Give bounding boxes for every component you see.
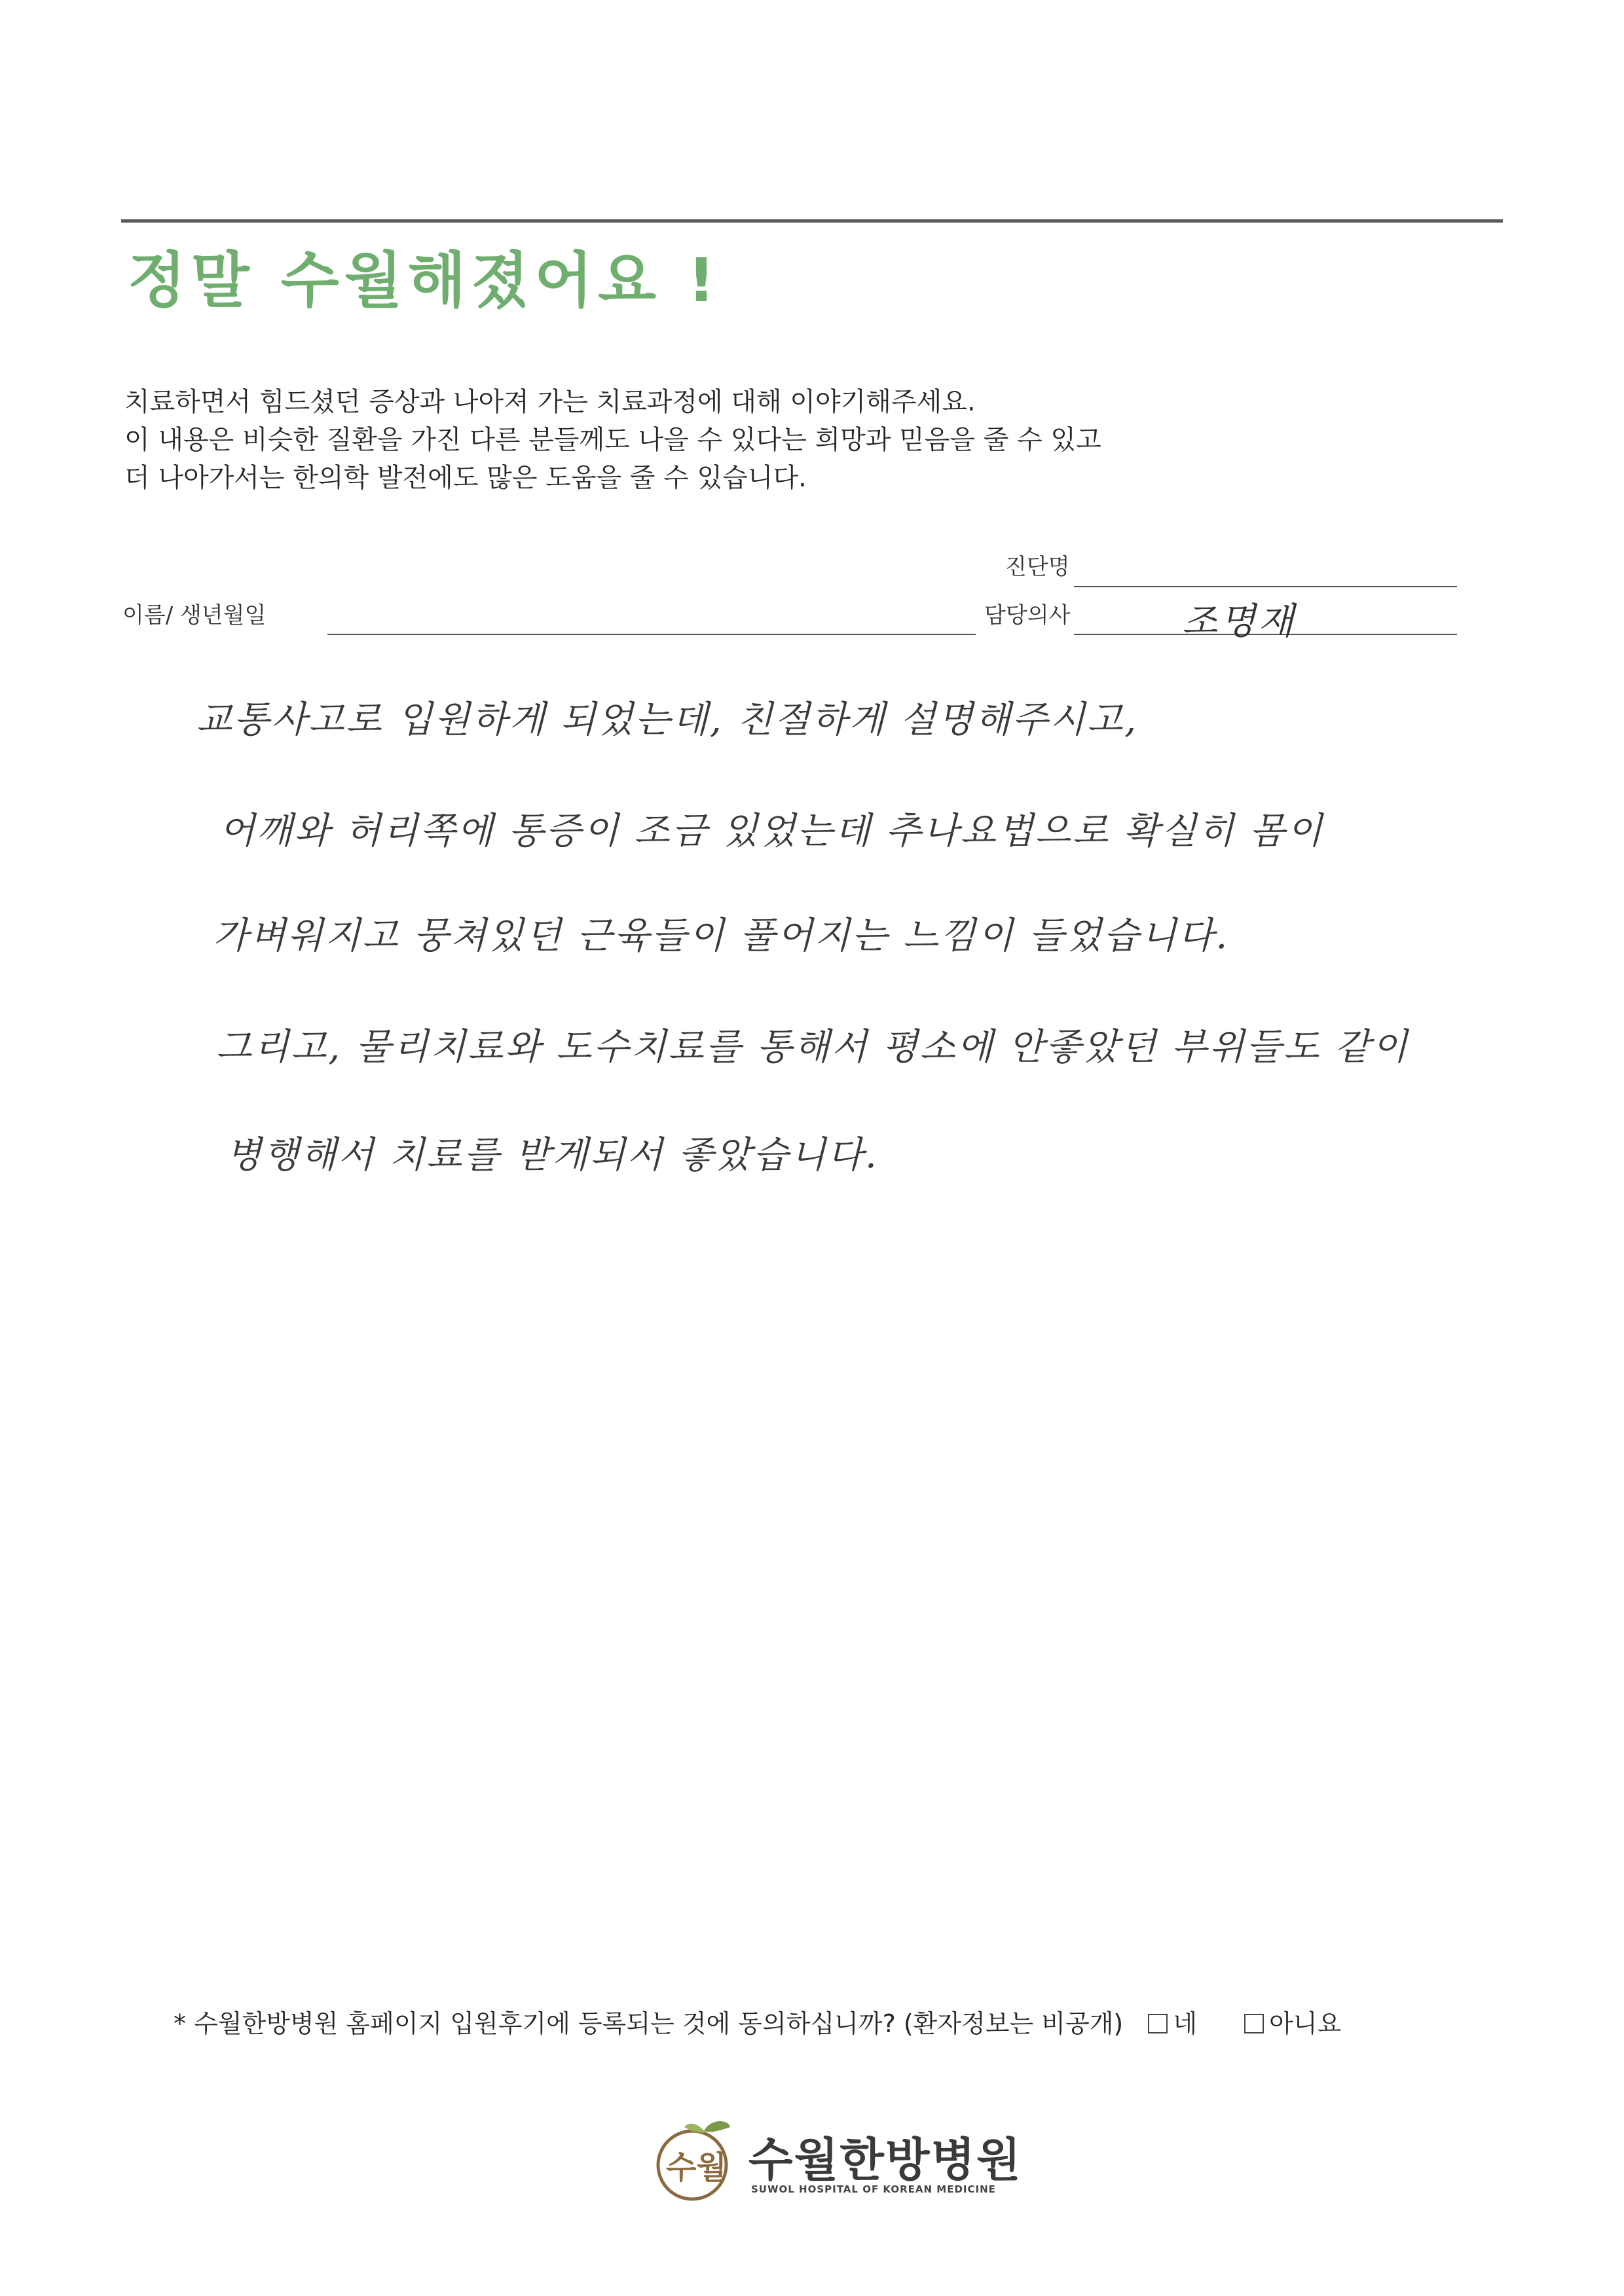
intro-line-3: 더 나아가서는 한의학 발전에도 많은 도움을 줄 수 있습니다. — [124, 463, 807, 493]
review-line-4: 그리고, 물리치료와 도수치료를 통해서 평소에 안좋았던 부위들도 같이 — [216, 1026, 1410, 1068]
intro-line-2: 이 내용은 비슷한 질환을 가진 다른 분들께도 나을 수 있다는 희망과 믿음을 줄 수 있고 — [124, 425, 1101, 455]
page-title: 정말 수월해졌어요 ! — [128, 246, 720, 316]
name-dob-label: 이름/ 생년월일 — [122, 602, 267, 629]
consent-row — [174, 2003, 1341, 2039]
intro-text — [124, 383, 1500, 497]
doctor-signature: 조명재 — [1182, 600, 1297, 643]
consent-yes-checkbox[interactable] — [1148, 2014, 1168, 2033]
consent-no-label: 아니요 — [1269, 2009, 1342, 2038]
consent-no-checkbox[interactable] — [1244, 2014, 1264, 2033]
logo-name: 수월한방병원 — [748, 2133, 1022, 2187]
hospital-logo — [652, 2118, 1022, 2203]
header-rule — [121, 219, 1503, 223]
doctor-label: 담당의사 — [984, 602, 1071, 629]
review-line-1: 교통사고로 입원하게 되었는데, 친절하게 설명해주시고, — [196, 699, 1139, 741]
consent-yes-label: 네 — [1173, 2009, 1198, 2038]
consent-question: * 수월한방병원 홈페이지 입원후기에 등록되는 것에 동의하십니까? (환자정보는 비공개) — [174, 2009, 1124, 2038]
intro-line-1: 치료하면서 힘드셨던 증상과 나아져 가는 치료과정에 대해 이야기해주세요. — [124, 387, 976, 417]
diagnosis-field[interactable] — [1074, 586, 1457, 587]
review-line-2: 어깨와 허리쪽에 통증이 조금 있었는데 추나요법으로 확실히 몸이 — [219, 810, 1325, 852]
logo-subtitle: SUWOL HOSPITAL OF KOREAN MEDICINE — [751, 2183, 996, 2195]
review-line-3: 가벼워지고 뭉쳐있던 근육들이 풀어지는 느낌이 들었습니다. — [213, 915, 1230, 957]
diagnosis-label: 진단명 — [1005, 554, 1070, 580]
name-dob-field[interactable] — [327, 634, 976, 635]
review-line-5: 병행해서 치료를 받게되서 좋았습니다. — [226, 1134, 879, 1176]
logo-mark-text: 수월 — [666, 2149, 727, 2186]
logo-mark-icon — [652, 2118, 737, 2203]
